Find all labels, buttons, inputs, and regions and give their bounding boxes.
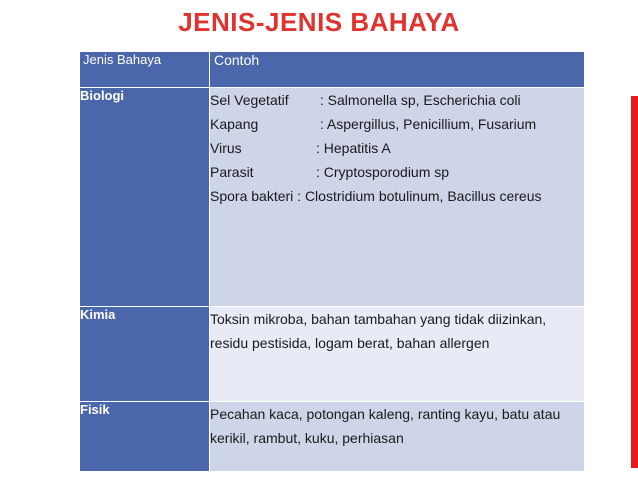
example-separator: : bbox=[316, 140, 324, 156]
example-extra: Spora bakteri : Clostridium botulinum, Bacillus cereus bbox=[210, 188, 542, 204]
example-value: Hepatitis A bbox=[323, 140, 391, 156]
category-cell: Fisik bbox=[80, 402, 210, 472]
example-value: Cryptosporodium sp bbox=[323, 164, 450, 180]
example-separator: : bbox=[316, 92, 328, 108]
header-jenis-bahaya: Jenis Bahaya bbox=[80, 52, 210, 88]
examples-text: Toksin mikroba, bahan tambahan yang tidak diizinkan, residu pestisida, logam berat, bahan allergen bbox=[210, 311, 547, 351]
examples-text: Pecahan kaca, potongan kaleng, ranting kayu, batu atau kerikil, rambut, kuku, perhiasan bbox=[210, 406, 561, 446]
example-key: Parasit bbox=[210, 164, 254, 180]
example-line bbox=[210, 160, 584, 184]
hazard-table bbox=[79, 51, 585, 472]
example-line bbox=[210, 88, 584, 112]
example-key: Sel Vegetatif bbox=[210, 92, 289, 108]
header-contoh: Contoh bbox=[210, 52, 585, 88]
table-header-row bbox=[80, 52, 585, 88]
accent-bar bbox=[631, 96, 638, 468]
category-cell: Kimia bbox=[80, 307, 210, 402]
example-separator: : bbox=[316, 116, 327, 132]
example-separator: : bbox=[316, 164, 324, 180]
table-row-fisik bbox=[80, 402, 585, 472]
example-key: Kapang bbox=[210, 116, 259, 132]
example-line bbox=[210, 112, 584, 136]
examples-cell bbox=[210, 88, 585, 307]
table-row-biologi bbox=[80, 88, 585, 307]
table-row-kimia bbox=[80, 307, 585, 402]
example-value: Salmonella sp, Escherichia coli bbox=[327, 92, 521, 108]
category-cell: Biologi bbox=[80, 88, 210, 307]
examples-cell bbox=[210, 307, 585, 402]
example-key: Virus bbox=[210, 140, 242, 156]
slide-title: JENIS-JENIS BAHAYA bbox=[178, 7, 460, 37]
examples-cell bbox=[210, 402, 585, 472]
example-value: Aspergillus, Penicillium, Fusarium bbox=[326, 116, 537, 132]
example-line bbox=[210, 136, 584, 160]
